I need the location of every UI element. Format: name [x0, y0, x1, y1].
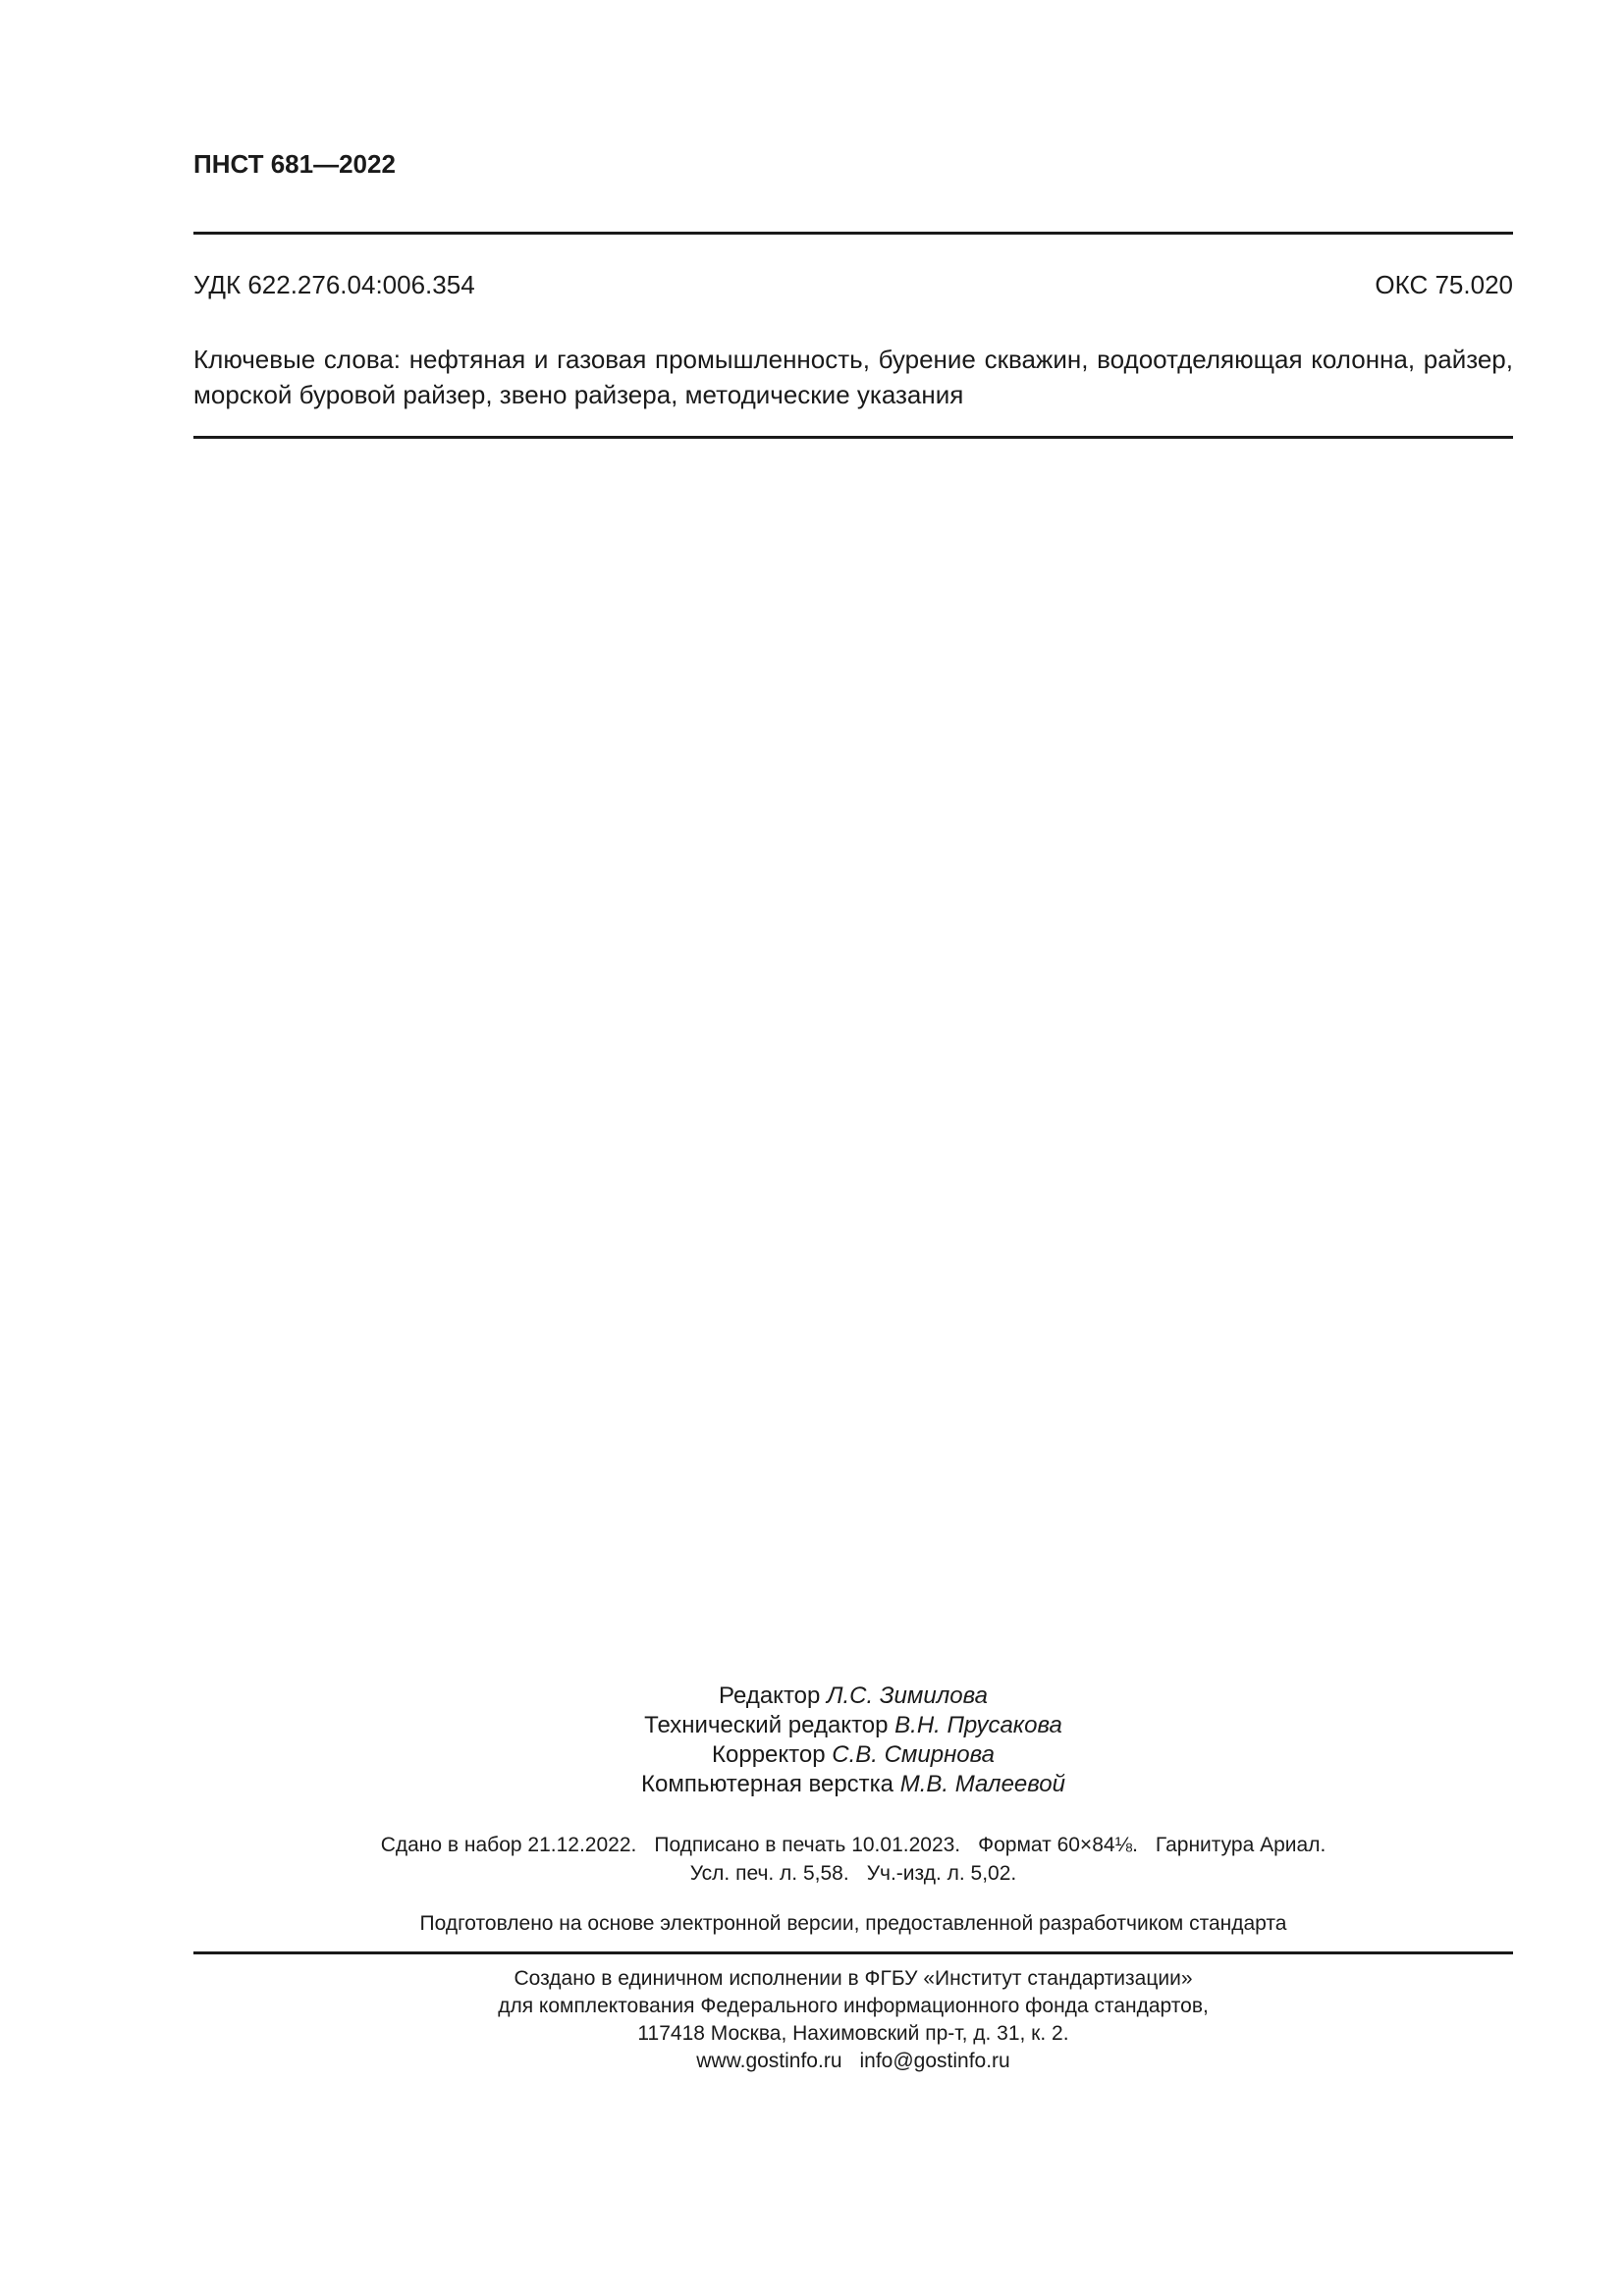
publisher-block	[193, 1965, 1513, 2075]
signed-date: Подписано в печать 10.01.2023.	[654, 1834, 961, 1856]
udc-code: УДК 622.276.04:006.354	[193, 270, 475, 299]
publisher-address: 117418 Москва, Нахимовский пр-т, д. 31, к. 2.	[637, 2022, 1069, 2045]
credit-role: Технический редактор	[644, 1712, 889, 1738]
credits-block	[193, 1682, 1513, 1799]
credit-layout	[193, 1770, 1513, 1799]
credit-proofreader	[193, 1740, 1513, 1770]
credit-person: В.Н. Прусакова	[894, 1712, 1062, 1738]
publisher-divider	[193, 1951, 1513, 1954]
keywords-divider	[193, 436, 1513, 439]
keywords-paragraph: Ключевые слова: нефтяная и газовая промышленность, бурение скважин, водоотделяющая колонна, райзер, морской буровой райзер, звено райзера, методические указания	[193, 345, 1513, 409]
credit-role: Компьютерная верстка	[641, 1771, 894, 1797]
typeface: Гарнитура Ариал.	[1155, 1834, 1326, 1856]
typeset-date: Сдано в набор 21.12.2022.	[380, 1834, 637, 1856]
top-divider	[193, 232, 1513, 235]
oks-code: ОКС 75.020	[1375, 270, 1513, 299]
credit-tech-editor	[193, 1711, 1513, 1740]
standard-designation: ПНСТ 681—2022	[193, 149, 396, 179]
credit-person: Л.С. Зимилова	[827, 1682, 988, 1709]
credit-role: Корректор	[712, 1741, 826, 1768]
print-info-line-1	[193, 1831, 1513, 1859]
paper-format: Формат 60×84⅛.	[978, 1834, 1138, 1856]
publisher-line-1: Создано в единичном исполнении в ФГБУ «Институт стандартизации»	[514, 1967, 1193, 1990]
credit-role: Редактор	[719, 1682, 821, 1709]
print-sheets: Усл. печ. л. 5,58.	[689, 1862, 849, 1885]
credit-person: С.В. Смирнова	[832, 1741, 995, 1768]
publisher-contacts	[193, 2048, 1513, 2075]
credit-editor	[193, 1682, 1513, 1711]
prepared-note: Подготовлено на основе электронной версии, предоставленной разработчиком стандарта	[419, 1912, 1287, 1935]
print-info-line-2	[193, 1859, 1513, 1888]
website-link[interactable]: www.gostinfo.ru	[696, 2050, 842, 2072]
publisher-line-2: для комплектования Федерального информационного фонда стандартов,	[498, 1995, 1209, 2017]
print-info-block	[193, 1831, 1513, 1888]
publisher-sheets: Уч.-изд. л. 5,02.	[866, 1862, 1017, 1885]
credit-person: М.В. Малеевой	[899, 1771, 1065, 1797]
email-link[interactable]: info@gostinfo.ru	[859, 2050, 1010, 2072]
